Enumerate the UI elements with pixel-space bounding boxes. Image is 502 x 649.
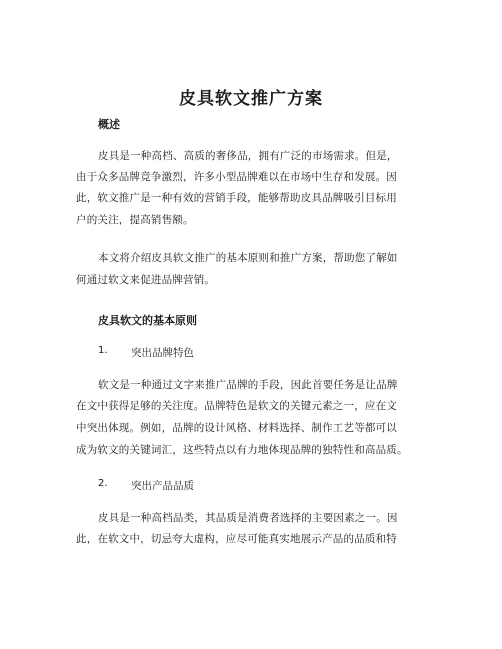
paragraph-line: 成为软文的关键词汇，这些特点以有力地体现品牌的独特性和高品质。: [76, 444, 408, 456]
section-heading-overview: 概述: [98, 118, 120, 131]
document-title: 皮具软文推广方案: [179, 89, 323, 109]
list-number: 1.: [98, 345, 108, 356]
list-item-title: 突出品牌特色: [131, 347, 194, 359]
paragraph-line: 由于众多品牌竞争激烈，许多小型品牌难以在市场中生存和发展。因: [76, 171, 397, 183]
paragraph-line: 户的关注，提高销售额。: [76, 214, 194, 226]
list-number: 2.: [98, 478, 108, 489]
paragraph-line: 何通过软文来促进品牌营销。: [76, 274, 216, 286]
paragraph-line: 此，在软文中，切忌夸大虚构，应尽可能真实地展示产品的品质和特: [76, 533, 397, 545]
paragraph-line: 在文中获得足够的关注度。品牌特色是软文的关键元素之一，应在文: [76, 400, 397, 412]
paragraph-line: 此，软文推广是一种有效的营销手段，能够帮助皮具品牌吸引目标用: [76, 192, 397, 204]
paragraph-line: 软文是一种通过文字来推广品牌的手段，因此首要任务是让品牌: [98, 379, 398, 391]
list-item-title: 突出产品品质: [131, 480, 194, 492]
paragraph-line: 皮具是一种高档、高质的奢侈品，拥有广泛的市场需求。但是，: [98, 150, 398, 162]
section-heading-principles: 皮具软文的基本原则: [98, 314, 197, 327]
paragraph-line: 皮具是一种高档品类，其品质是消费者选择的主要因素之一。因: [98, 512, 398, 524]
paragraph-line: 中突出体现。例如，品牌的设计风格、材料选择、制作工艺等都可以: [76, 422, 397, 434]
paragraph-line: 本文将介绍皮具软文推广的基本原则和推广方案，帮助您了解如: [98, 252, 398, 264]
